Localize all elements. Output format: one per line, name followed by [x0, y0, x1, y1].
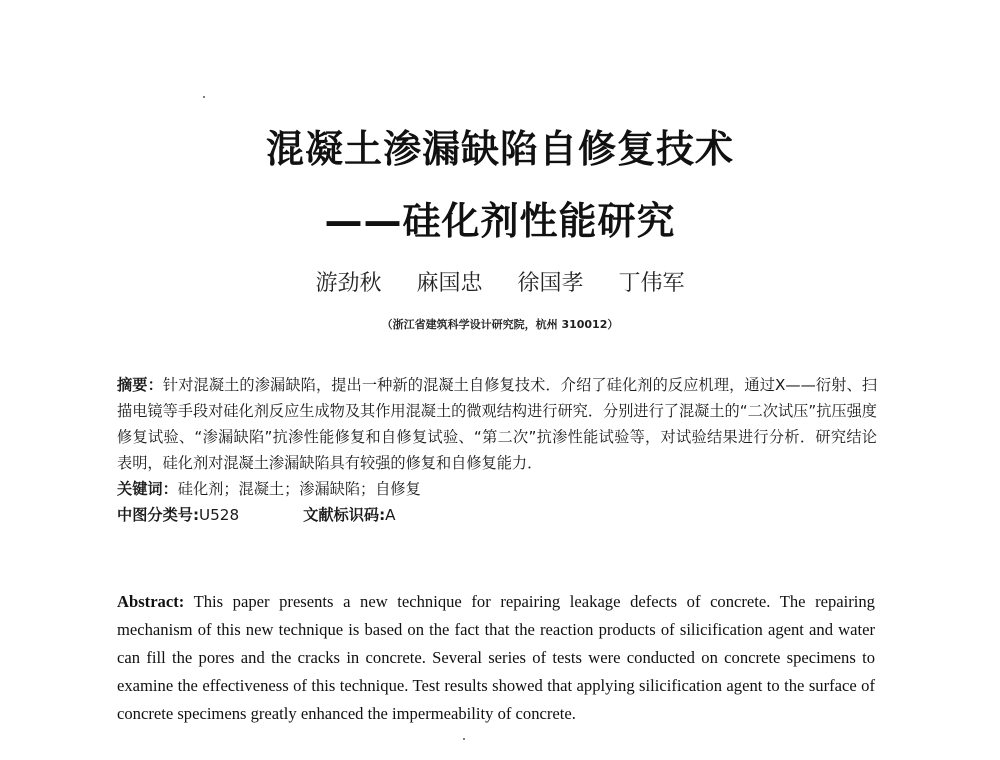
keywords-label: 关键词：	[117, 480, 178, 498]
keywords-text: 硅化剂；混凝土；渗漏缺陷；自修复	[177, 480, 421, 498]
abstract-cn	[117, 372, 877, 476]
abstract-en-label: Abstract:	[117, 592, 185, 611]
english-abstract	[117, 588, 875, 728]
author-name: 麻国忠	[416, 271, 483, 296]
clc-label: 中图分类号:	[117, 506, 200, 524]
scan-speck	[203, 96, 205, 98]
scan-speck	[463, 738, 465, 740]
paper-subtitle: ——硅化剂性能研究	[324, 199, 676, 243]
doc-code-value: A	[385, 506, 396, 524]
affiliation: （浙江省建筑科学设计研究院，杭州 310012）	[381, 318, 619, 331]
classification-row	[117, 502, 877, 528]
chinese-abstract-block	[117, 372, 877, 528]
clc-value: U528	[199, 506, 240, 524]
abstract-cn-label: 摘要：	[117, 376, 163, 394]
abstract-cn-text: 针对混凝土的渗漏缺陷，提出一种新的混凝土自修复技术．介绍了硅化剂的反应机理，通过X——衍射、扫描电镜等手段对硅化剂反应生成物及其作用混凝土的微观结构进行研究．分别进行了混凝土的“二次试压”抗压强度修复试验、“渗漏缺陷”抗渗性能修复和自修复试验、“第二次”抗渗性能试验等，对试验结果进行分析．研究结论表明，硅化剂对混凝土渗漏缺陷具有较强的修复和自修复能力．	[117, 376, 878, 472]
author-name: 丁伟军	[618, 271, 685, 296]
author-name: 游劲秋	[315, 271, 382, 296]
paper-title: 混凝土渗漏缺陷自修复技术	[265, 127, 734, 171]
abstract-en-text: This paper presents a new technique for repairing leakage defects of concrete. The repairing mechanism of this new technique is based on the fact that the reaction products of silicification agent and water can fill the pores and the cracks in concrete. Several series of tests were conducted on concrete specimens to examine the effectiveness of this technique. Test results showed that applying silicification agent to the surface of concrete specimens greatly enhanced the impermeability of concrete.	[117, 592, 875, 723]
author-list	[0, 266, 1000, 297]
doc-code-label: 文献标识码:	[303, 506, 386, 524]
author-name: 徐国孝	[517, 271, 584, 296]
keywords	[117, 476, 877, 502]
